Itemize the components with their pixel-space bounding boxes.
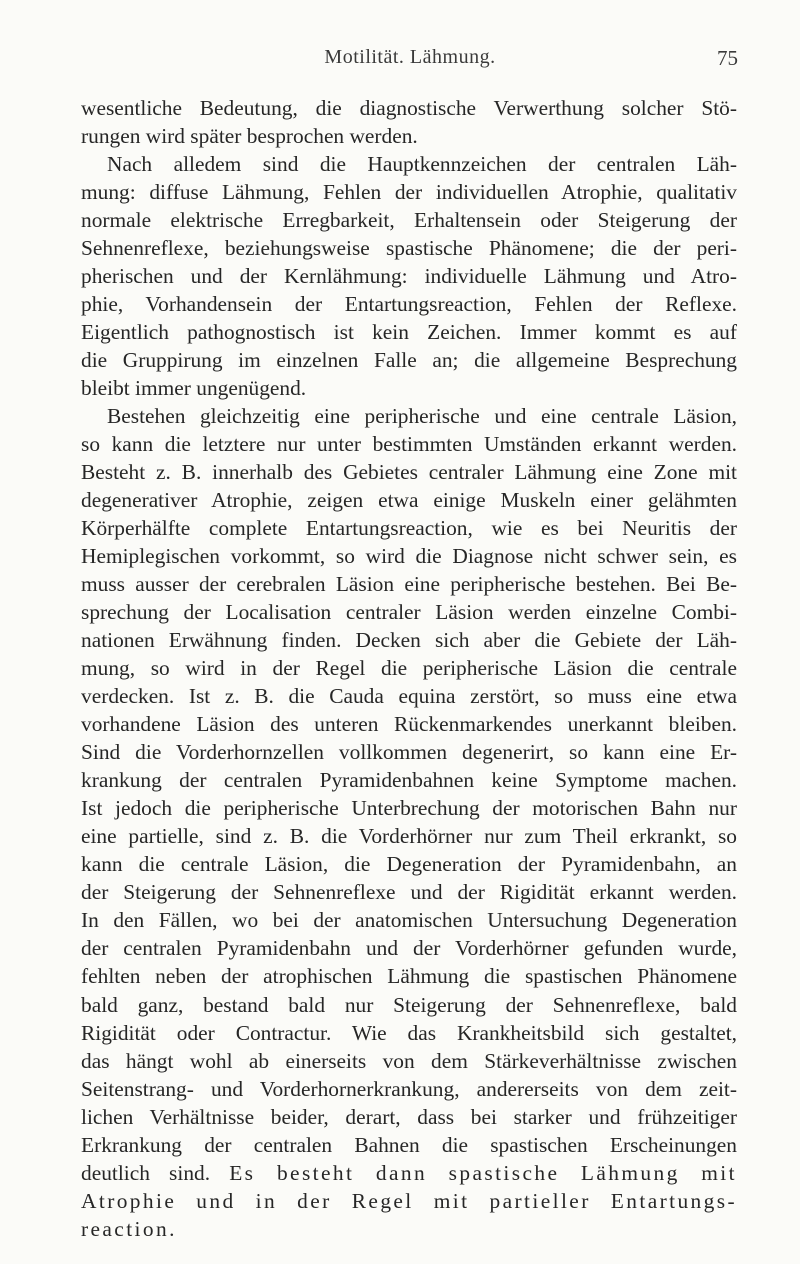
page-header [80, 46, 740, 76]
text-line: fehlten neben der atrophischen Lähmung die spastischen Phänomene [81, 964, 737, 989]
text-line: der centralen Pyramidenbahn und der Vorderhörner gefunden wurde, [81, 936, 737, 961]
text-line: Besteht z. B. innerhalb des Gebietes centraler Lähmung eine Zone mit [81, 460, 737, 485]
text-line: vorhandene Läsion des unteren Rückenmarkendes unerkannt bleiben. [81, 712, 737, 737]
text-line: rungen wird später besprochen werden. [81, 124, 418, 149]
text-line: krankung der centralen Pyramidenbahnen keine Symptome machen. [81, 768, 737, 793]
text-line: mung: diffuse Lähmung, Fehlen der individuellen Atrophie, qualitativ [81, 180, 737, 205]
text-line: Erkrankung der centralen Bahnen die spastischen Erscheinungen [81, 1132, 737, 1157]
text-line: sprechung der Localisation centraler Läsion werden einzelne Combi- [81, 600, 737, 625]
text-line: pherischen und der Kernlähmung: individuelle Lähmung und Atro- [81, 264, 737, 289]
paragraph [81, 150, 737, 402]
spaced-emphasis-line: reaction. [81, 1216, 177, 1241]
text-line: Hemiplegischen vorkommt, so wird die Diagnose nicht schwer sein, es [81, 544, 737, 569]
text-line: Sind die Vorderhornzellen vollkommen degenerirt, so kann eine Er- [81, 740, 737, 765]
text-line: degenerativer Atrophie, zeigen etwa einige Muskeln einer gelähmten [81, 488, 737, 513]
text-line: wesentliche Bedeutung, die diagnostische Verwerthung solcher Stö- [81, 96, 737, 120]
text-line: verdecken. Ist z. B. die Cauda equina zerstört, so muss eine etwa [81, 684, 737, 709]
text-line: Körperhälfte complete Entartungsreaction, wie es bei Neuritis der [81, 516, 737, 541]
text-line: Nach alledem sind die Hauptkennzeichen der centralen Läh- [107, 152, 737, 177]
text-line: muss ausser der cerebralen Läsion eine peripherische bestehen. Bei Be- [81, 572, 737, 597]
text-line: Sehnenreflexe, beziehungsweise spastische Phänomene; die der peri- [81, 236, 737, 261]
text-line: nationen Erwähnung finden. Decken sich aber die Gebiete der Läh- [81, 628, 737, 653]
text-line: Ist jedoch die peripherische Unterbrechung der motorischen Bahn nur [81, 796, 737, 821]
text-line: mung, so wird in der Regel die peripherische Läsion die centrale [81, 656, 737, 681]
text-line-start: deutlich sind. [81, 1160, 211, 1185]
spaced-emphasis-line: Atrophie und in der Regel mit partieller Entartungs- [81, 1188, 737, 1213]
text-line: lichen Verhältnisse beider, derart, dass bei starker und frühzeitiger [81, 1104, 737, 1129]
text-line: eine partielle, sind z. B. die Vorderhörner nur zum Theil erkrankt, so [81, 824, 737, 849]
paragraph [81, 94, 737, 150]
text-line: die Gruppirung im einzelnen Falle an; die allgemeine Besprechung [81, 348, 737, 373]
page-number: 75 [717, 46, 738, 70]
text-line: bleibt immer ungenügend. [81, 376, 307, 401]
text-line: In den Fällen, wo bei der anatomischen Untersuchung Degeneration [81, 908, 737, 933]
text-line: kann die centrale Läsion, die Degeneration der Pyramidenbahn, an [81, 852, 737, 877]
body-text [81, 94, 737, 1243]
text-line: der Steigerung der Sehnenreflexe und der Rigidität erkannt werden. [81, 880, 737, 905]
text-line: Bestehen gleichzeitig eine peripherische und eine centrale Läsion, [107, 404, 737, 429]
text-line: normale elektrische Erregbarkeit, Erhaltensein oder Steigerung der [81, 208, 737, 233]
text-line: das hängt wohl ab einerseits von dem Stärkeverhältnisse zwischen [81, 1048, 737, 1073]
text-line: phie, Vorhandensein der Entartungsreaction, Fehlen der Reflexe. [81, 292, 737, 317]
text-line: Seitenstrang- und Vorderhornerkrankung, andererseits von dem zeit- [81, 1076, 737, 1101]
text-line: Eigentlich pathognostisch ist kein Zeichen. Immer kommt es auf [81, 320, 737, 345]
running-head: Motilität. Lähmung. [324, 46, 496, 68]
paragraph [81, 402, 737, 1242]
text-line [81, 1159, 737, 1187]
text-line: Rigidität oder Contractur. Wie das Krankheitsbild sich gestaltet, [81, 1020, 737, 1045]
text-line: so kann die letztere nur unter bestimmten Umständen erkannt werden. [81, 432, 737, 457]
text-line: bald ganz, bestand bald nur Steigerung der Sehnenreflexe, bald [81, 992, 737, 1017]
spaced-emphasis-text: Es besteht dann spastische Lähmung mit [229, 1160, 737, 1185]
